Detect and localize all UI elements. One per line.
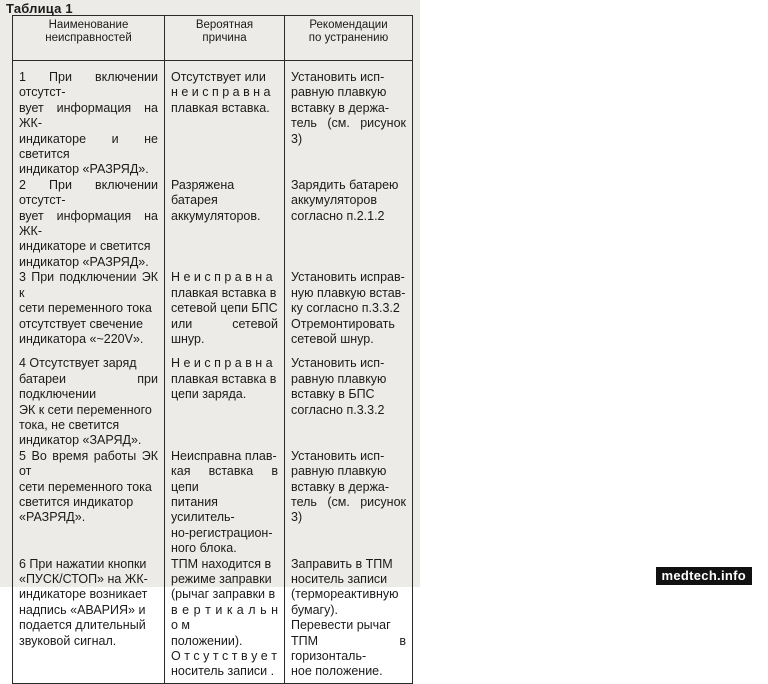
fault-cell: 6 При нажатии кнопки «ПУСК/СТОП» на ЖК- индикаторе возникает надпись «АВАРИЯ» и подается длительный звуковой сигнал. xyxy=(13,557,165,684)
table-header-row xyxy=(13,16,413,61)
table-row xyxy=(13,178,413,270)
fault-cell: 5 Во время работы ЭК от сети переменного тока светится индикатор «РАЗРЯД». xyxy=(13,449,165,557)
remedy-cell: Установить исп- равную плавкую вставку в держа- тель (см. рисунок 3) xyxy=(285,61,413,178)
header-fault: Наименование неисправностей xyxy=(13,16,165,61)
troubleshooting-table xyxy=(12,15,413,684)
table-row xyxy=(13,449,413,557)
cause-cell: Неисправна плав- кая вставка в цепи питания усилитель- но-регистрацион- ного блока. xyxy=(165,449,285,557)
table-row xyxy=(13,61,413,178)
fault-cell: 2 При включении отсутст- вует информация на ЖК- индикаторе и светится индикатор «РАЗРЯД». xyxy=(13,178,165,270)
remedy-cell: Зарядить батарею аккумуляторов согласно п.2.1.2 xyxy=(285,178,413,270)
remedy-cell: Заправить в ТПМ носитель записи (термореактивную бумагу). Перевести рычаг ТПМ в горизонталь- ное положение. xyxy=(285,557,413,684)
remedy-cell: Установить исправ- ную плавкую встав- ку согласно п.3.3.2 Отремонтировать сетевой шнур. xyxy=(285,270,413,356)
header-cause: Вероятная причина xyxy=(165,16,285,61)
cause-cell: Н е и с п р а в н а плавкая вставка в цепи заряда. xyxy=(165,356,285,448)
remedy-cell: Установить исп- равную плавкую вставку в БПС согласно п.3.3.2 xyxy=(285,356,413,448)
cause-cell: ТПМ находится в режиме заправки (рычаг заправки в в е р т и к а л ь н о м положении). О т с у т с т в у е т носитель записи . xyxy=(165,557,285,684)
cause-cell: Н е и с п р а в н а плавкая вставка в сетевой цепи БПС или сетевой шнур. xyxy=(165,270,285,356)
cause-cell: Отсутствует или н е и с п р а в н а плавкая вставка. xyxy=(165,61,285,178)
table-row xyxy=(13,356,413,448)
table-row xyxy=(13,270,413,356)
table-row xyxy=(13,557,413,684)
site-watermark: medtech.info xyxy=(656,567,753,585)
fault-cell: 3 При подключении ЭК к сети переменного тока отсутствует свечение индикатора «~220V». xyxy=(13,270,165,356)
cause-cell: Разряжена батарея аккумуляторов. xyxy=(165,178,285,270)
fault-cell: 4 Отсутствует заряд батареи при подключении ЭК к сети переменного тока, не светится индикатор «ЗАРЯД». xyxy=(13,356,165,448)
fault-cell: 1 При включении отсутст- вует информация на ЖК- индикаторе и не светится индикатор «РАЗРЯД». xyxy=(13,61,165,178)
header-remedy: Рекомендации по устранению xyxy=(285,16,413,61)
remedy-cell: Установить исп- равную плавкую вставку в держа- тель (см. рисунок 3) xyxy=(285,449,413,557)
table-caption: Таблица 1 xyxy=(6,1,73,16)
